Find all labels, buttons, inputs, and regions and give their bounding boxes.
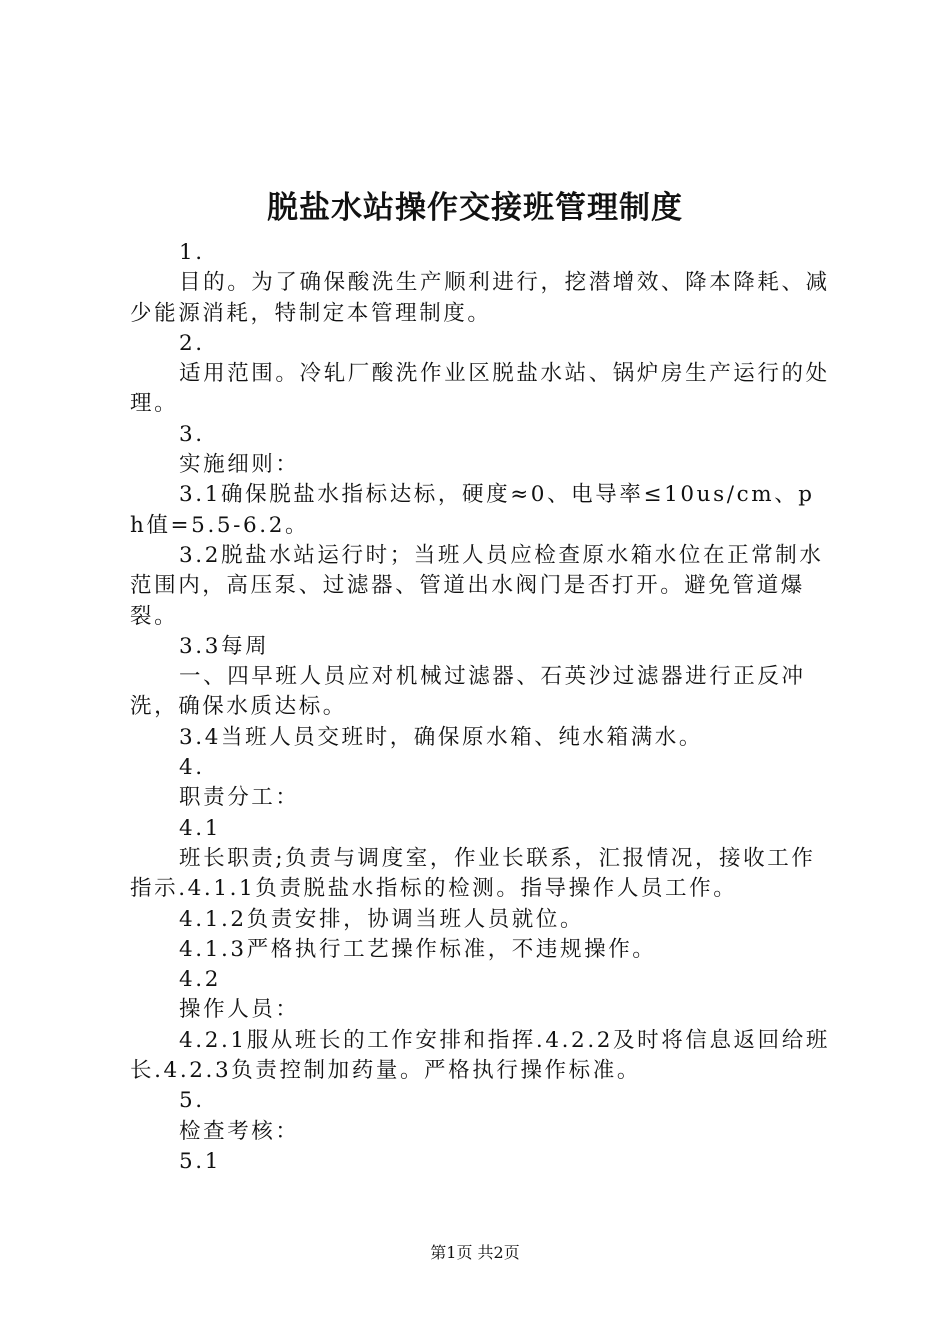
paragraph: 1.: [179, 240, 205, 265]
paragraph: 2.: [179, 330, 205, 356]
document-body: [130, 238, 830, 1177]
paragraph: 3.4当班人员交班时，确保原水箱、纯水箱满水。: [179, 724, 703, 750]
paragraph: 3.1确保脱盐水指标达标，硬度≈0、电导率≤10us/cm、ph值=5.5-6.2。: [130, 482, 815, 538]
paragraph: 3.2脱盐水站运行时；当班人员应检查原水箱水位在正常制水范围内，高压泵、过滤器、管道出水阀门是否打开。避免管道爆裂。: [130, 542, 824, 629]
document-title: 脱盐水站操作交接班管理制度: [267, 190, 683, 226]
paragraph: 职责分工：: [179, 785, 300, 811]
paragraph: 一、四早班人员应对机械过滤器、石英沙过滤器进行正反冲洗，确保水质达标。: [130, 664, 806, 720]
paragraph: 3.3每周: [179, 633, 270, 659]
paragraph: 检查考核：: [179, 1118, 300, 1144]
paragraph: 4.: [179, 755, 205, 781]
paragraph: 4.2: [179, 967, 221, 993]
paragraph: 5.: [179, 1088, 205, 1114]
paragraph: 操作人员：: [179, 997, 300, 1023]
page-footer: 第1页 共2页: [430, 1243, 520, 1262]
paragraph: 实施细则：: [179, 452, 300, 478]
paragraph: 4.1.3严格执行工艺操作标准，不违规操作。: [179, 936, 657, 962]
paragraph: 4.1.2负责安排，协调当班人员就位。: [179, 906, 585, 932]
paragraph: 4.2.1服从班长的工作安排和指挥.4.2.2及时将信息返回给班长.4.2.3负责控制加药量。严格执行操作标准。: [130, 1027, 830, 1084]
paragraph: 5.1: [179, 1148, 221, 1174]
paragraph: 目的。为了确保酸洗生产顺利进行，挖潜增效、降本降耗、减少能源消耗，特制定本管理制度。: [130, 270, 830, 326]
paragraph: 4.1: [179, 815, 221, 841]
paragraph: 适用范围。冷轧厂酸洗作业区脱盐水站、锅炉房生产运行的处理。: [130, 361, 830, 417]
paragraph: 班长职责;负责与调度室，作业长联系，汇报情况，接收工作指示.4.1.1负责脱盐水指标的检测。指导操作人员工作。: [130, 845, 816, 902]
paragraph: 3.: [179, 421, 205, 447]
